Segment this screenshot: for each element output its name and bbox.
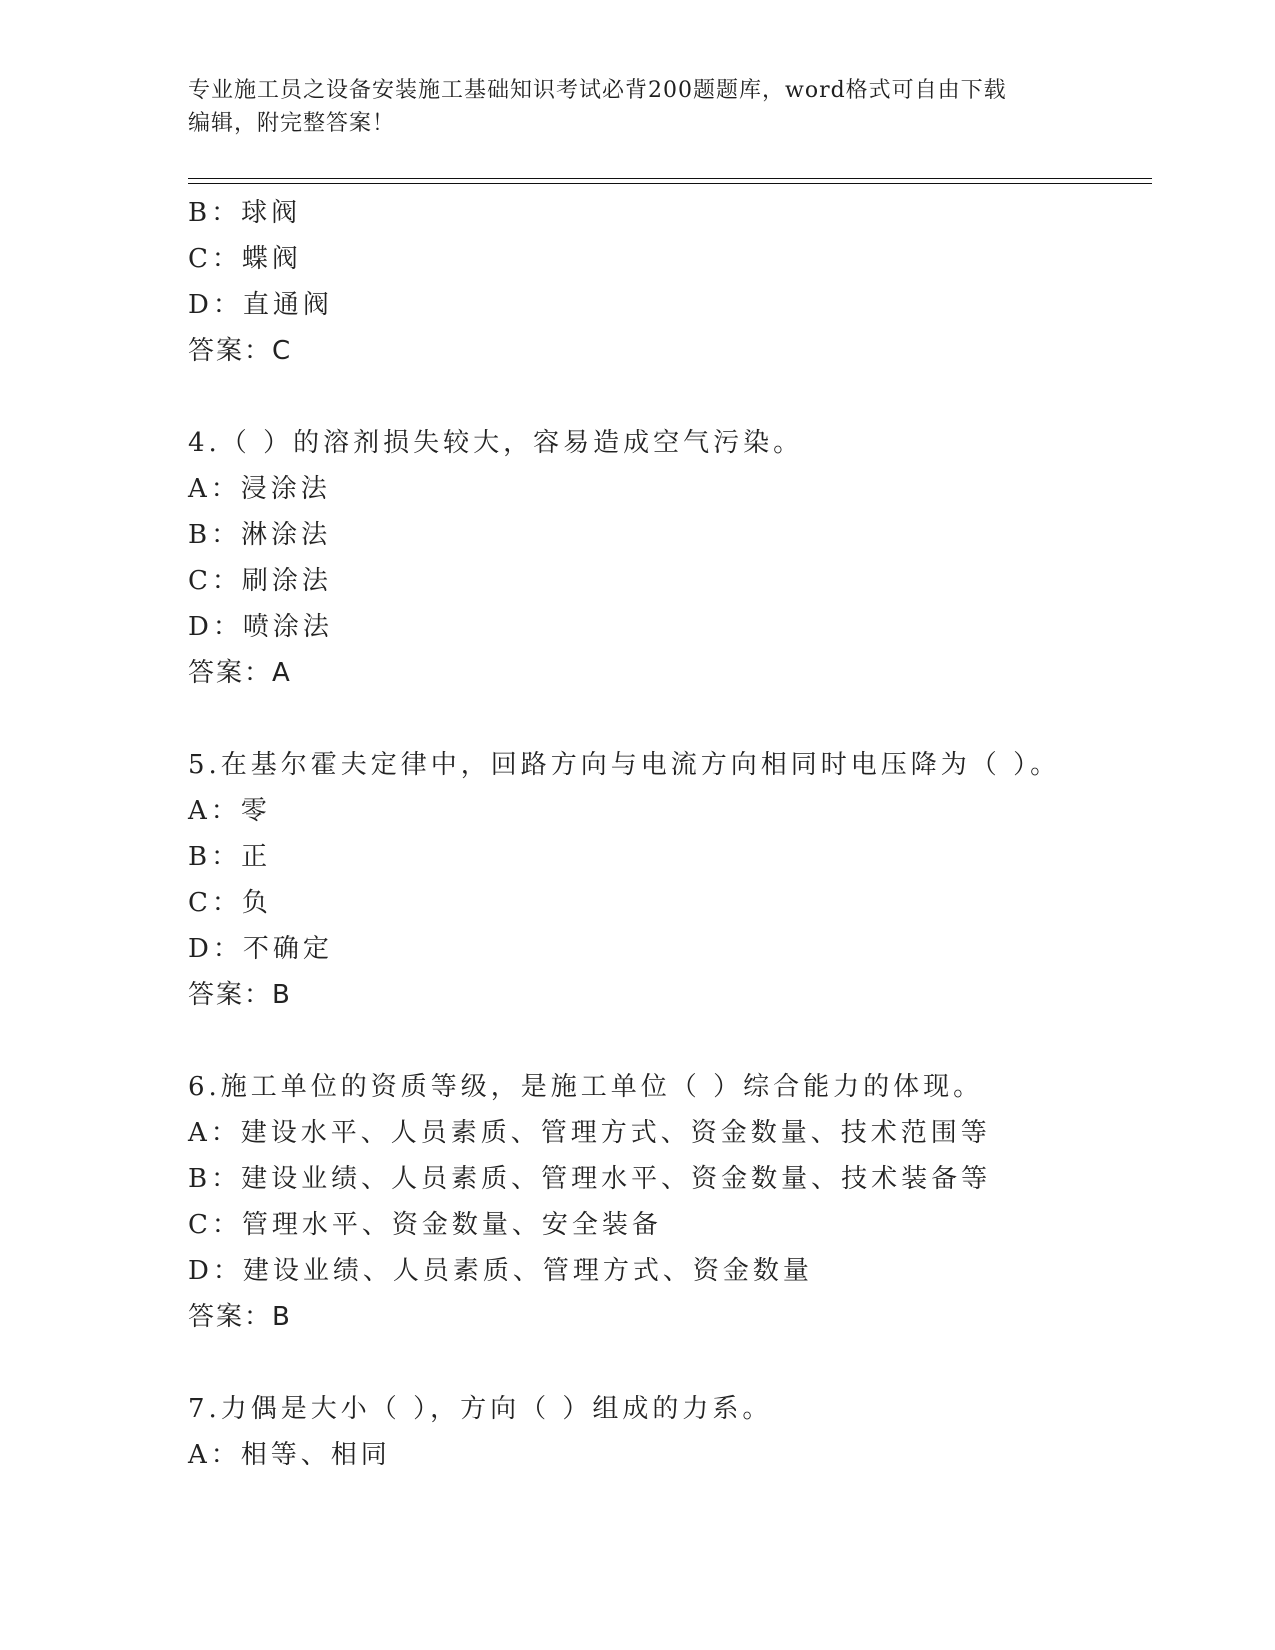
- option-a: A：零: [188, 796, 271, 826]
- spacer: [188, 374, 1148, 420]
- question-5: [188, 742, 1148, 1018]
- option-a: A：浸涂法: [188, 474, 331, 504]
- option-c: C：管理水平、资金数量、安全装备: [188, 1210, 662, 1240]
- question-stem: 7.力偶是大小（ ），方向（ ）组成的力系。: [188, 1394, 773, 1424]
- option-b: B：球阀: [188, 198, 302, 228]
- option-c: C：蝶阀: [188, 244, 302, 274]
- option-c: C：负: [188, 888, 272, 918]
- answer: 答案：B: [188, 1302, 292, 1332]
- answer: 答案：C: [188, 336, 293, 366]
- question-list: [188, 190, 1148, 1478]
- option-d: D：喷涂法: [188, 612, 333, 642]
- question-7: [188, 1386, 1148, 1478]
- spacer: [188, 696, 1148, 742]
- header-title-line2: 编辑，附完整答案！: [188, 111, 396, 136]
- spacer: [188, 1018, 1148, 1064]
- question-3-tail: [188, 190, 1148, 374]
- spacer: [188, 1340, 1148, 1386]
- header-divider-top: [188, 178, 1152, 179]
- header-title-line1: 专业施工员之设备安装施工基础知识考试必背200题题库，word格式可自由下载: [188, 78, 1007, 103]
- header-divider-bottom: [188, 183, 1152, 184]
- question-stem: 6.施工单位的资质等级，是施工单位（ ）综合能力的体现。: [188, 1072, 984, 1102]
- answer: 答案：B: [188, 980, 292, 1010]
- option-b: B：淋涂法: [188, 520, 332, 550]
- question-4: [188, 420, 1148, 696]
- option-d: D：直通阀: [188, 290, 333, 320]
- question-stem: 4.（ ）的溶剂损失较大，容易造成空气污染。: [188, 428, 804, 458]
- option-b: B：正: [188, 842, 272, 872]
- option-d: D：建设业绩、人员素质、管理方式、资金数量: [188, 1256, 813, 1286]
- option-a: A：相等、相同: [188, 1440, 391, 1470]
- question-6: [188, 1064, 1148, 1340]
- option-c: C：刷涂法: [188, 566, 332, 596]
- option-b: B：建设业绩、人员素质、管理水平、资金数量、技术装备等: [188, 1164, 992, 1194]
- question-stem: 5.在基尔霍夫定律中，回路方向与电流方向相同时电压降为（ ）。: [188, 750, 1061, 780]
- option-d: D：不确定: [188, 934, 333, 964]
- option-a: A：建设水平、人员素质、管理方式、资金数量、技术范围等: [188, 1118, 991, 1148]
- answer: 答案：A: [188, 658, 292, 688]
- document-header: [188, 74, 1068, 140]
